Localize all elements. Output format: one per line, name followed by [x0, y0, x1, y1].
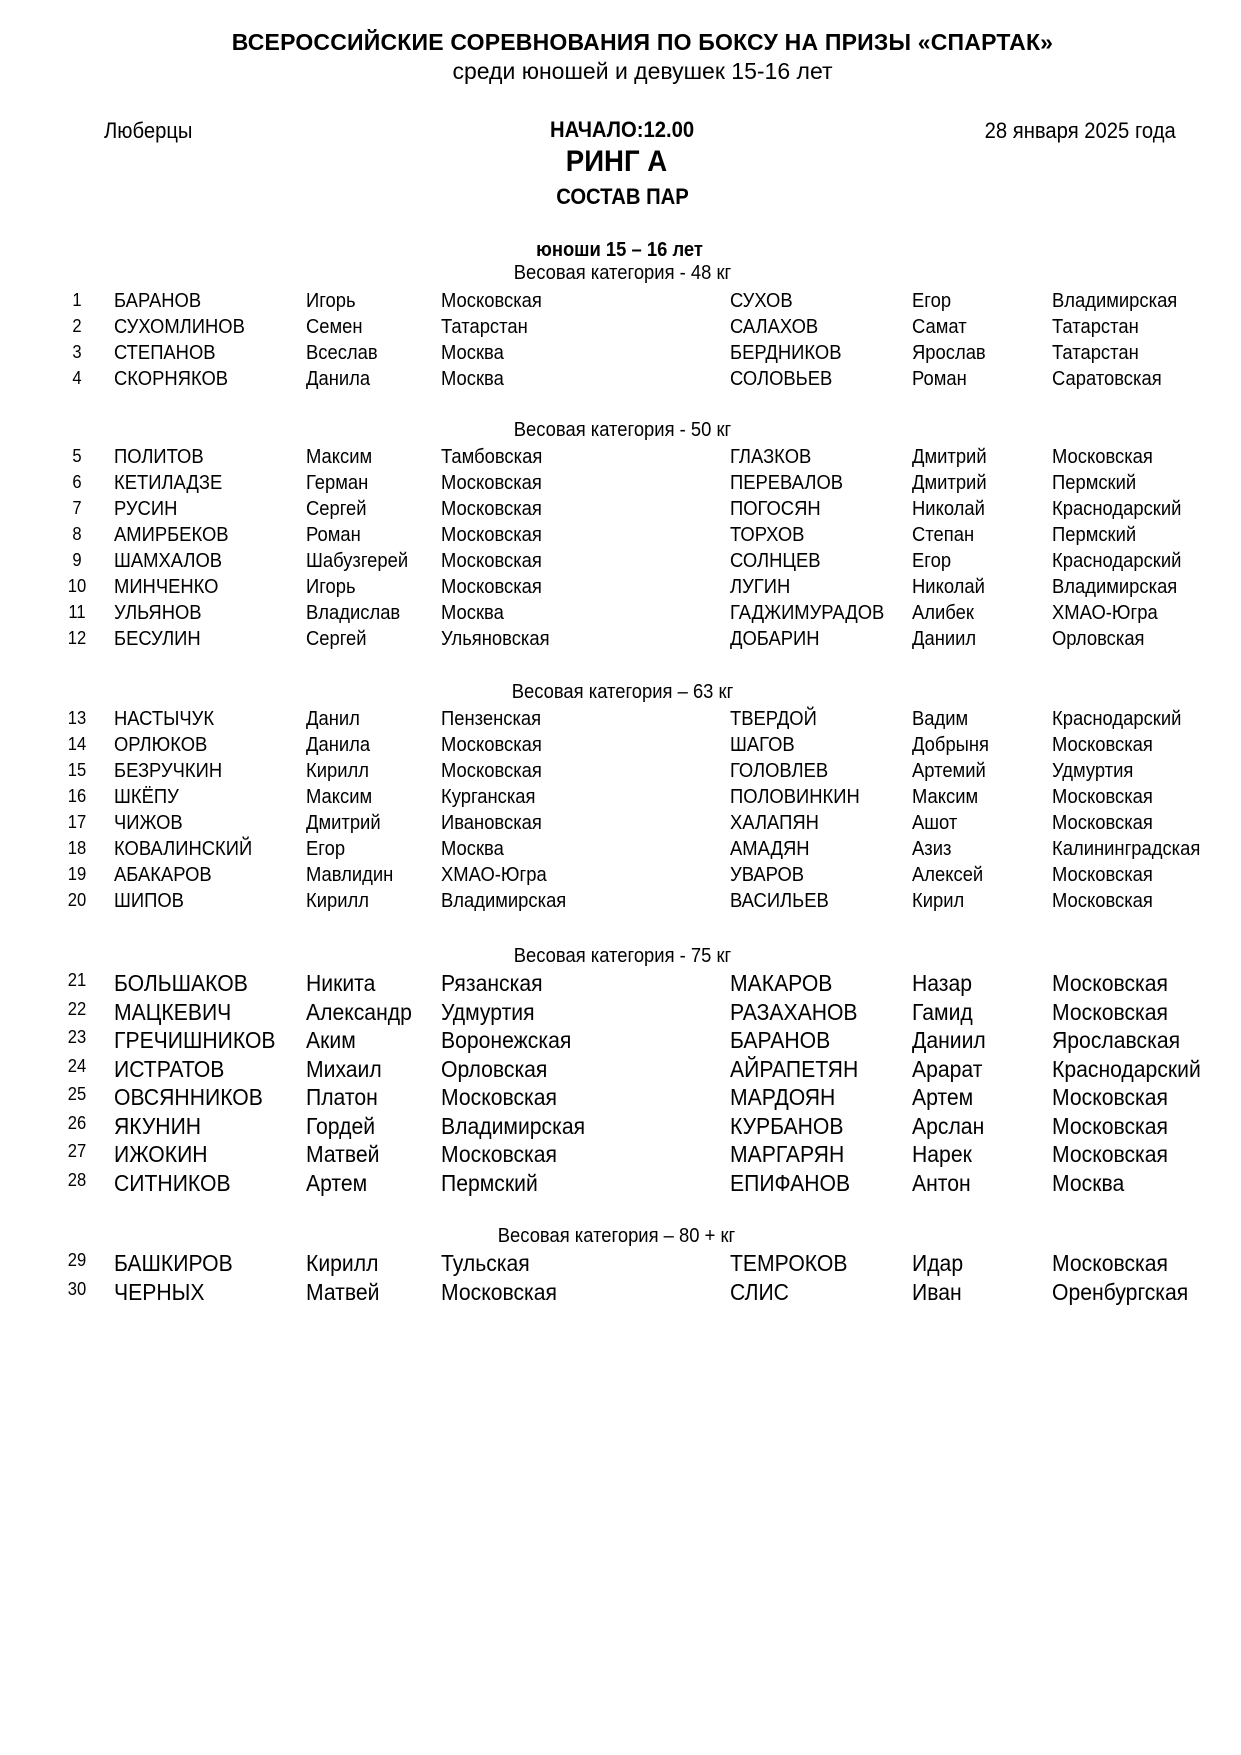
- bout-row: [0, 472, 1241, 498]
- bout-surname-a: ИЖОКИН: [114, 1141, 208, 1167]
- bout-row: [0, 708, 1241, 734]
- bout-name-b: Дмитрий: [912, 472, 987, 494]
- bout-row: [0, 368, 1241, 394]
- bout-region-a: Удмуртия: [441, 998, 535, 1025]
- bout-surname-a: ОВСЯННИКОВ: [114, 1084, 263, 1110]
- bout-name-a: Мавлидин: [306, 864, 394, 886]
- bout-num: 11: [68, 602, 86, 622]
- bout-surname-a: КОВАЛИНСКИЙ: [114, 838, 253, 860]
- bout-num: 18: [67, 838, 87, 858]
- bout-name-b: Арарат: [912, 1055, 983, 1082]
- bout-name-a: Гордей: [306, 1112, 376, 1139]
- bout-name-a: Сергей: [306, 498, 367, 520]
- bout-region-a: Татарстан: [441, 316, 528, 338]
- bout-surname-b: ПЕРЕВАЛОВ: [730, 472, 844, 494]
- bout-region-b: Московская: [1052, 734, 1153, 756]
- bout-name-a: Данила: [306, 368, 371, 390]
- bout-region-b: Орловская: [1052, 628, 1145, 650]
- bout-surname-b: МАРГАРЯН: [730, 1141, 845, 1167]
- bout-name-a: Сергей: [306, 628, 367, 650]
- bout-surname-b: ПОГОСЯН: [730, 498, 821, 520]
- bout-name-b: Антон: [912, 1169, 971, 1196]
- bout-surname-a: РУСИН: [114, 498, 178, 520]
- bout-region-b: Татарстан: [1052, 316, 1139, 338]
- bout-name-b: Иван: [912, 1278, 962, 1305]
- bout-region-b: Московская: [1052, 864, 1153, 886]
- bout-surname-b: ВАСИЛЬЕВ: [730, 890, 829, 912]
- bout-name-b: Вадим: [912, 708, 969, 730]
- bout-region-a: Владимирская: [441, 1112, 586, 1139]
- bout-region-a: Рязанская: [441, 970, 543, 996]
- bout-name-a: Платон: [306, 1084, 378, 1110]
- bout-surname-a: ШАМХАЛОВ: [114, 550, 223, 572]
- bout-name-b: Кирил: [912, 890, 965, 912]
- bout-num: 22: [67, 998, 87, 1019]
- bout-name-a: Герман: [306, 472, 369, 494]
- bout-num: 16: [67, 786, 87, 806]
- bout-name-a: Игорь: [306, 576, 356, 598]
- bout-region-a: Московская: [441, 1084, 558, 1110]
- bout-row: [0, 970, 1241, 996]
- bout-region-b: Московская: [1052, 1112, 1169, 1139]
- bout-region-a: ХМАО-Югра: [441, 864, 547, 886]
- bout-row: [0, 1113, 1241, 1139]
- bout-name-b: Алибек: [912, 602, 974, 624]
- bout-num: 19: [67, 864, 87, 884]
- bout-name-a: Матвей: [306, 1278, 380, 1305]
- bout-region-a: Московская: [441, 290, 542, 312]
- bout-surname-b: БАРАНОВ: [730, 1027, 831, 1053]
- bout-name-b: Даниил: [912, 1027, 986, 1053]
- bout-region-b: Московская: [1052, 970, 1169, 996]
- bout-name-b: Назар: [912, 970, 973, 996]
- bout-name-b: Самат: [912, 316, 967, 338]
- bout-surname-a: СКОРНЯКОВ: [114, 368, 229, 390]
- bout-surname-a: БЕСУЛИН: [114, 628, 201, 650]
- bout-row: [0, 760, 1241, 786]
- bout-num: 12: [67, 628, 87, 648]
- weight-category-heading: Весовая категория - 50 кг: [513, 419, 732, 441]
- bout-name-b: Алексей: [912, 864, 984, 886]
- bout-num: 17: [67, 812, 87, 832]
- bout-surname-a: МАЦКЕВИЧ: [114, 998, 232, 1025]
- bout-region-b: Московская: [1052, 446, 1153, 468]
- bout-name-a: Артем: [306, 1169, 368, 1196]
- bout-num: 4: [72, 368, 82, 388]
- bout-region-a: Москва: [441, 368, 504, 390]
- bout-row: [0, 290, 1241, 316]
- bout-region-a: Тульская: [441, 1250, 530, 1276]
- bout-surname-a: АБАКАРОВ: [114, 864, 212, 886]
- bout-region-b: Владимирская: [1052, 290, 1178, 312]
- bout-name-a: Максим: [306, 446, 373, 468]
- bout-row: [0, 342, 1241, 368]
- bout-row: [0, 734, 1241, 760]
- bout-surname-b: ПОЛОВИНКИН: [730, 786, 860, 808]
- bout-region-a: Московская: [441, 498, 542, 520]
- bout-row: [0, 628, 1241, 654]
- bout-surname-a: КЕТИЛАДЗЕ: [114, 472, 223, 494]
- bout-surname-a: ЧИЖОВ: [114, 812, 183, 834]
- bout-name-a: Роман: [306, 524, 361, 546]
- start-time: НАЧАЛО:12.00: [550, 117, 695, 142]
- bout-name-b: Ашот: [912, 812, 958, 834]
- bout-num: 23: [67, 1027, 87, 1047]
- bout-name-a: Шабузгерей: [306, 550, 409, 572]
- bout-surname-b: АМАДЯН: [730, 838, 810, 860]
- bout-surname-a: БАРАНОВ: [114, 290, 202, 312]
- bout-region-b: Московская: [1052, 786, 1153, 808]
- bout-region-b: Пермский: [1052, 524, 1137, 546]
- bout-surname-b: ЕПИФАНОВ: [730, 1169, 851, 1196]
- bout-num: 6: [72, 472, 82, 492]
- bout-surname-b: ГЛАЗКОВ: [730, 446, 812, 468]
- bout-num: 21: [67, 970, 87, 990]
- bout-name-b: Артемий: [912, 760, 986, 782]
- bout-num: 14: [67, 734, 87, 754]
- bout-name-a: Максим: [306, 786, 373, 808]
- bout-surname-b: РАЗАХАНОВ: [730, 998, 858, 1025]
- bout-surname-b: ГОЛОВЛЕВ: [730, 760, 829, 782]
- bout-surname-a: НАСТЫЧУК: [114, 708, 215, 730]
- bout-name-b: Егор: [912, 290, 952, 312]
- bout-name-a: Кирилл: [306, 890, 369, 912]
- bout-name-b: Даниил: [912, 628, 977, 650]
- bout-row: [0, 576, 1241, 602]
- bout-num: 9: [72, 550, 82, 570]
- bout-name-a: Михаил: [306, 1055, 382, 1082]
- bout-surname-b: ЛУГИН: [730, 576, 791, 598]
- bout-row: [0, 524, 1241, 550]
- city: Люберцы: [104, 118, 193, 143]
- bout-surname-a: ШКЁПУ: [114, 786, 179, 808]
- bout-region-a: Курганская: [441, 786, 536, 808]
- bout-name-b: Арслан: [912, 1112, 985, 1139]
- bout-surname-b: ТЕМРОКОВ: [730, 1250, 848, 1276]
- bout-region-b: Московская: [1052, 1141, 1169, 1167]
- bout-region-b: Московская: [1052, 812, 1153, 834]
- pairs-heading: СОСТАВ ПАР: [556, 184, 689, 209]
- bout-region-a: Москва: [441, 342, 504, 364]
- document-subtitle: среди юношей и девушек 15-16 лет: [452, 58, 833, 84]
- bout-row: [0, 1170, 1241, 1196]
- weight-category-heading: Весовая категория – 80 + кг: [497, 1225, 736, 1247]
- bout-region-b: Московская: [1052, 890, 1153, 912]
- bout-num: 24: [67, 1055, 87, 1076]
- bout-num: 29: [67, 1250, 87, 1270]
- bout-name-a: Кирилл: [306, 760, 369, 782]
- bout-region-b: Московская: [1052, 1084, 1169, 1110]
- bout-name-b: Максим: [912, 786, 979, 808]
- bout-region-a: Московская: [441, 472, 542, 494]
- bout-num: 25: [67, 1084, 87, 1104]
- bout-surname-a: ИСТРАТОВ: [114, 1055, 225, 1082]
- bout-row: [0, 498, 1241, 524]
- bout-name-b: Идар: [912, 1250, 964, 1276]
- bout-region-a: Владимирская: [441, 890, 567, 912]
- bout-region-a: Орловская: [441, 1055, 548, 1082]
- bout-row: [0, 446, 1241, 472]
- bout-name-b: Николай: [912, 498, 985, 520]
- bout-region-a: Московская: [441, 1278, 558, 1305]
- bout-name-b: Гамид: [912, 998, 973, 1025]
- bout-name-b: Добрыня: [912, 734, 990, 756]
- bout-num: 26: [67, 1112, 87, 1133]
- bout-region-b: Краснодарский: [1052, 1055, 1201, 1082]
- bout-name-b: Степан: [912, 524, 975, 546]
- bout-surname-a: ЧЕРНЫХ: [114, 1278, 205, 1305]
- bout-name-b: Николай: [912, 576, 985, 598]
- bout-name-b: Дмитрий: [912, 446, 987, 468]
- document-title: ВСЕРОССИЙСКИЕ СОРЕВНОВАНИЯ ПО БОКСУ НА ПРИЗЫ «СПАРТАК»: [231, 29, 1054, 55]
- bout-name-b: Артем: [912, 1084, 974, 1110]
- bout-region-a: Тамбовская: [441, 446, 543, 468]
- bout-region-a: Воронежская: [441, 1027, 572, 1053]
- bout-surname-a: УЛЬЯНОВ: [114, 602, 202, 624]
- bout-region-a: Московская: [441, 524, 542, 546]
- bout-region-a: Московская: [441, 760, 542, 782]
- bout-name-a: Игорь: [306, 290, 356, 312]
- bout-num: 1: [72, 290, 82, 310]
- bout-num: 27: [67, 1141, 87, 1161]
- bout-name-a: Всеслав: [306, 342, 378, 364]
- bout-region-a: Москва: [441, 602, 504, 624]
- bout-row: [0, 890, 1241, 916]
- bout-surname-a: ШИПОВ: [114, 890, 184, 912]
- bout-name-b: Ярослав: [912, 342, 986, 364]
- bout-num: 2: [72, 316, 82, 336]
- bout-surname-b: СОЛНЦЕВ: [730, 550, 821, 572]
- bout-region-b: Удмуртия: [1052, 760, 1134, 782]
- age-group-heading: юноши 15 – 16 лет: [536, 239, 703, 261]
- bout-row: [0, 999, 1241, 1025]
- bout-row: [0, 838, 1241, 864]
- bout-row: [0, 1056, 1241, 1082]
- bout-surname-a: БАШКИРОВ: [114, 1250, 233, 1276]
- bout-region-a: Пензенская: [441, 708, 542, 730]
- bout-surname-a: СИТНИКОВ: [114, 1169, 231, 1196]
- bout-region-a: Ивановская: [441, 812, 542, 834]
- bout-surname-a: ГРЕЧИШНИКОВ: [114, 1027, 276, 1053]
- bout-region-a: Москва: [441, 838, 504, 860]
- bout-surname-b: САЛАХОВ: [730, 316, 819, 338]
- bout-row: [0, 1084, 1241, 1110]
- bout-surname-b: АЙРАПЕТЯН: [730, 1055, 859, 1082]
- bout-row: [0, 1027, 1241, 1053]
- bout-region-b: Краснодарский: [1052, 550, 1182, 572]
- bout-region-a: Пермский: [441, 1169, 538, 1196]
- bout-surname-b: КУРБАНОВ: [730, 1112, 844, 1139]
- bout-row: [0, 602, 1241, 628]
- bout-surname-b: СЛИС: [730, 1278, 789, 1305]
- bout-surname-b: ТВЕРДОЙ: [730, 708, 817, 730]
- bout-region-b: Пермский: [1052, 472, 1137, 494]
- bout-region-a: Московская: [441, 734, 542, 756]
- bout-name-a: Егор: [306, 838, 346, 860]
- weight-category-heading: Весовая категория - 48 кг: [513, 262, 732, 284]
- bout-surname-a: БОЛЬШАКОВ: [114, 970, 248, 996]
- bout-surname-a: СТЕПАНОВ: [114, 342, 216, 364]
- bout-surname-b: СУХОВ: [730, 290, 793, 312]
- bout-name-b: Азиз: [912, 838, 952, 860]
- bout-region-a: Ульяновская: [441, 628, 550, 650]
- bout-num: 15: [67, 760, 87, 780]
- bout-surname-b: ГАДЖИМУРАДОВ: [730, 602, 885, 624]
- bout-num: 7: [72, 498, 82, 518]
- bout-num: 5: [72, 446, 82, 466]
- bout-surname-a: ОРЛЮКОВ: [114, 734, 208, 756]
- bout-name-a: Аким: [306, 1027, 356, 1053]
- weight-category-heading: Весовая категория - 75 кг: [513, 945, 732, 967]
- bout-region-b: Краснодарский: [1052, 498, 1182, 520]
- bout-row: [0, 864, 1241, 890]
- bout-region-b: Ярославская: [1052, 1027, 1181, 1053]
- bout-region-b: Саратовская: [1052, 368, 1162, 390]
- bout-region-b: Оренбургская: [1052, 1278, 1189, 1305]
- bout-name-a: Семен: [306, 316, 363, 338]
- bout-row: [0, 786, 1241, 812]
- bout-surname-a: БЕЗРУЧКИН: [114, 760, 223, 782]
- ring-title: РИНГ А: [565, 145, 668, 178]
- bout-num: 13: [67, 708, 87, 728]
- bout-name-a: Александр: [306, 998, 412, 1025]
- bout-surname-b: ДОБАРИН: [730, 628, 820, 650]
- bout-surname-b: МАРДОЯН: [730, 1084, 836, 1110]
- bout-name-a: Дмитрий: [306, 812, 381, 834]
- bout-row: [0, 1141, 1241, 1167]
- bout-name-b: Нарек: [912, 1141, 972, 1167]
- bout-surname-b: ТОРХОВ: [730, 524, 805, 546]
- bout-name-a: Данила: [306, 734, 371, 756]
- bout-surname-b: УВАРОВ: [730, 864, 805, 886]
- bout-row: [0, 1250, 1241, 1276]
- bout-surname-a: СУХОМЛИНОВ: [114, 316, 245, 338]
- bout-region-b: Калининградская: [1052, 838, 1201, 860]
- bout-surname-a: АМИРБЕКОВ: [114, 524, 229, 546]
- bout-region-a: Московская: [441, 1141, 558, 1167]
- bout-name-a: Никита: [306, 970, 376, 996]
- bout-region-b: Московская: [1052, 1250, 1169, 1276]
- bout-surname-b: СОЛОВЬЕВ: [730, 368, 833, 390]
- bout-surname-b: БЕРДНИКОВ: [730, 342, 842, 364]
- bout-name-a: Данил: [306, 708, 360, 730]
- weight-category-heading: Весовая категория – 63 кг: [511, 681, 734, 703]
- bout-name-a: Кирилл: [306, 1250, 379, 1276]
- bout-surname-a: МИНЧЕНКО: [114, 576, 219, 598]
- bout-num: 3: [72, 342, 82, 362]
- bout-region-b: Владимирская: [1052, 576, 1178, 598]
- bout-row: [0, 550, 1241, 576]
- bout-region-b: Москва: [1052, 1169, 1125, 1196]
- bout-region-b: ХМАО-Югра: [1052, 602, 1158, 624]
- bout-region-a: Московская: [441, 550, 542, 572]
- bout-name-a: Матвей: [306, 1141, 380, 1167]
- bout-name-b: Егор: [912, 550, 952, 572]
- event-date: 28 января 2025 года: [984, 118, 1176, 143]
- bout-region-b: Краснодарский: [1052, 708, 1182, 730]
- bout-num: 20: [67, 890, 87, 910]
- bout-name-a: Владислав: [306, 602, 401, 624]
- bout-region-b: Татарстан: [1052, 342, 1139, 364]
- bout-region-a: Московская: [441, 576, 542, 598]
- bout-name-b: Роман: [912, 368, 967, 390]
- bout-num: 10: [67, 576, 87, 596]
- bout-row: [0, 812, 1241, 838]
- bout-surname-b: ШАГОВ: [730, 734, 795, 756]
- bout-surname-a: ПОЛИТОВ: [114, 446, 204, 468]
- bout-row: [0, 1279, 1241, 1305]
- bout-num: 30: [67, 1278, 87, 1299]
- bout-num: 8: [72, 524, 82, 544]
- bout-surname-a: ЯКУНИН: [114, 1112, 202, 1139]
- bout-surname-b: ХАЛАПЯН: [730, 812, 819, 834]
- bout-num: 28: [67, 1169, 87, 1190]
- bout-region-b: Московская: [1052, 998, 1169, 1025]
- bout-surname-b: МАКАРОВ: [730, 970, 833, 996]
- bout-row: [0, 316, 1241, 342]
